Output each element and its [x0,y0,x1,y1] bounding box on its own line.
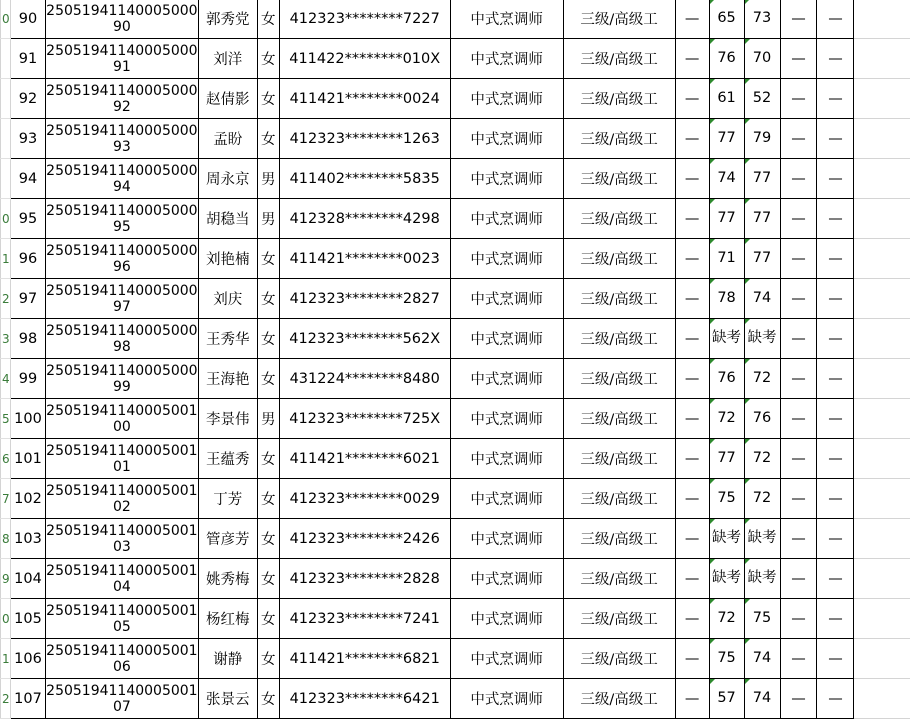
cell-name[interactable]: 谢静 [198,639,257,679]
cell-seq[interactable]: 102 [10,479,45,519]
cell-col-12[interactable]: — [780,0,817,39]
cell-sex[interactable]: 女 [257,439,279,479]
cell-col-12[interactable]: — [780,599,817,639]
cell-id-number[interactable]: 411421********6021 [279,439,450,479]
cell-col-13[interactable]: — [817,279,854,319]
cell-seq[interactable]: 106 [10,639,45,679]
cell-id-number[interactable]: 412323********2827 [279,279,450,319]
cell-sex[interactable]: 女 [257,519,279,559]
row-header[interactable]: 8 [1,519,11,559]
cell-score-practice[interactable]: 缺考 [744,519,780,559]
table-row [1,679,910,719]
cell-score-theory[interactable]: 71 [709,239,744,279]
cell-sex[interactable]: 女 [257,359,279,399]
cell-name[interactable]: 管彦芳 [198,519,257,559]
cell-col-9[interactable]: — [675,79,709,119]
table-row [1,79,910,119]
cell-seq[interactable]: 99 [10,359,45,399]
cell-col-12[interactable]: — [780,399,817,439]
cell-score-practice[interactable]: 72 [744,359,780,399]
cell-exam-number[interactable]: 2505194114000500092 [45,79,198,119]
cell-score-theory[interactable]: 缺考 [709,319,744,359]
cell-score-practice[interactable]: 79 [744,119,780,159]
cell-col-13[interactable]: — [817,239,854,279]
cell-exam-number[interactable]: 2505194114000500102 [45,479,198,519]
cell-id-number[interactable]: 412323********1263 [279,119,450,159]
cell-level[interactable]: 三级/高级工 [563,119,675,159]
cell-id-number[interactable]: 412323********7241 [279,599,450,639]
row-header[interactable]: 2 [1,679,11,719]
cell-id-number[interactable]: 431224********8480 [279,359,450,399]
cell-col-9[interactable]: — [675,399,709,439]
cell-seq[interactable]: 103 [10,519,45,559]
cell-empty[interactable] [854,359,910,399]
cell-col-13[interactable]: — [817,519,854,559]
cell-empty[interactable] [854,159,910,199]
cell-name[interactable]: 李景伟 [198,399,257,439]
cell-occupation[interactable]: 中式烹调师 [450,479,563,519]
table-row [1,399,910,439]
cell-col-9[interactable]: — [675,39,709,79]
row-header[interactable]: 0 [1,599,11,639]
row-header[interactable]: 5 [1,399,11,439]
cell-col-9[interactable]: — [675,479,709,519]
cell-occupation[interactable]: 中式烹调师 [450,559,563,599]
cell-sex[interactable]: 女 [257,679,279,719]
cell-sex[interactable]: 男 [257,399,279,439]
cell-col-9[interactable]: — [675,0,709,39]
table-row [1,639,910,679]
table-row [1,559,910,599]
row-header[interactable] [1,159,11,199]
cell-score-practice[interactable]: 74 [744,639,780,679]
table-row [1,279,910,319]
cell-exam-number[interactable]: 2505194114000500104 [45,559,198,599]
cell-score-practice[interactable]: 74 [744,679,780,719]
cell-occupation[interactable]: 中式烹调师 [450,679,563,719]
cell-empty[interactable] [854,479,910,519]
cell-occupation[interactable]: 中式烹调师 [450,359,563,399]
row-header[interactable] [1,79,11,119]
cell-seq[interactable]: 92 [10,79,45,119]
cell-col-12[interactable]: — [780,679,817,719]
cell-seq[interactable]: 95 [10,199,45,239]
cell-empty[interactable] [854,679,910,719]
cell-level[interactable]: 三级/高级工 [563,39,675,79]
cell-col-9[interactable]: — [675,639,709,679]
cell-col-12[interactable]: — [780,559,817,599]
cell-sex[interactable]: 女 [257,479,279,519]
cell-occupation[interactable]: 中式烹调师 [450,79,563,119]
cell-col-12[interactable]: — [780,239,817,279]
cell-id-number[interactable]: 412323********562X [279,319,450,359]
cell-exam-number[interactable]: 2505194114000500097 [45,279,198,319]
cell-seq[interactable]: 107 [10,679,45,719]
cell-col-12[interactable]: — [780,639,817,679]
cell-level[interactable]: 三级/高级工 [563,399,675,439]
table-row [1,479,910,519]
cell-exam-number[interactable]: 2505194114000500093 [45,119,198,159]
row-header[interactable]: 6 [1,439,11,479]
cell-col-12[interactable]: — [780,439,817,479]
cell-score-practice[interactable]: 缺考 [744,319,780,359]
row-header[interactable] [1,119,11,159]
row-header[interactable] [1,39,11,79]
cell-col-13[interactable]: — [817,639,854,679]
table-row [1,199,910,239]
cell-name[interactable]: 姚秀梅 [198,559,257,599]
cell-level[interactable]: 三级/高级工 [563,279,675,319]
cell-empty[interactable] [854,239,910,279]
table-row [1,119,910,159]
cell-id-number[interactable]: 412323********725X [279,399,450,439]
cell-empty[interactable] [854,519,910,559]
cell-score-theory[interactable]: 75 [709,479,744,519]
cell-score-practice[interactable]: 77 [744,239,780,279]
cell-sex[interactable]: 女 [257,559,279,599]
cell-exam-number[interactable]: 2505194114000500107 [45,679,198,719]
cell-score-theory[interactable]: 77 [709,439,744,479]
cell-exam-number[interactable]: 2505194114000500094 [45,159,198,199]
cell-sex[interactable]: 女 [257,239,279,279]
cell-empty[interactable] [854,0,910,39]
cell-occupation[interactable]: 中式烹调师 [450,279,563,319]
cell-level[interactable]: 三级/高级工 [563,439,675,479]
cell-score-practice[interactable]: 72 [744,479,780,519]
cell-occupation[interactable]: 中式烹调师 [450,639,563,679]
cell-name[interactable]: 王海艳 [198,359,257,399]
cell-col-9[interactable]: — [675,199,709,239]
cell-name[interactable]: 孟盼 [198,119,257,159]
cell-col-12[interactable]: — [780,279,817,319]
cell-score-practice[interactable]: 70 [744,39,780,79]
cell-empty[interactable] [854,79,910,119]
cell-name[interactable]: 刘庆 [198,279,257,319]
cell-col-12[interactable]: — [780,119,817,159]
cell-name[interactable]: 刘洋 [198,39,257,79]
cell-sex[interactable]: 男 [257,159,279,199]
cell-sex[interactable]: 男 [257,199,279,239]
cell-empty[interactable] [854,599,910,639]
cell-score-practice[interactable]: 77 [744,199,780,239]
cell-col-12[interactable]: — [780,479,817,519]
cell-col-9[interactable]: — [675,359,709,399]
cell-exam-number[interactable]: 2505194114000500105 [45,599,198,639]
cell-empty[interactable] [854,119,910,159]
cell-seq[interactable]: 94 [10,159,45,199]
cell-col-13[interactable]: — [817,119,854,159]
cell-col-13[interactable]: — [817,559,854,599]
cell-sex[interactable]: 女 [257,599,279,639]
cell-level[interactable]: 三级/高级工 [563,479,675,519]
cell-exam-number[interactable]: 2505194114000500100 [45,399,198,439]
cell-seq[interactable]: 101 [10,439,45,479]
cell-sex[interactable]: 女 [257,0,279,39]
cell-col-9[interactable]: — [675,439,709,479]
cell-name[interactable]: 杨红梅 [198,599,257,639]
cell-id-number[interactable]: 411421********0023 [279,239,450,279]
row-header[interactable]: 2 [1,279,11,319]
cell-occupation[interactable]: 中式烹调师 [450,0,563,39]
cell-empty[interactable] [854,399,910,439]
cell-id-number[interactable]: 412323********2828 [279,559,450,599]
cell-score-practice[interactable]: 52 [744,79,780,119]
cell-seq[interactable]: 97 [10,279,45,319]
cell-empty[interactable] [854,39,910,79]
cell-sex[interactable]: 女 [257,639,279,679]
cell-empty[interactable] [854,199,910,239]
cell-col-9[interactable]: — [675,239,709,279]
cell-level[interactable]: 三级/高级工 [563,679,675,719]
cell-score-theory[interactable]: 61 [709,79,744,119]
row-header[interactable]: 7 [1,479,11,519]
cell-id-number[interactable]: 411421********0024 [279,79,450,119]
cell-sex[interactable]: 女 [257,79,279,119]
cell-name[interactable]: 赵倩影 [198,79,257,119]
cell-name[interactable]: 王秀华 [198,319,257,359]
cell-name[interactable]: 刘艳楠 [198,239,257,279]
cell-exam-number[interactable]: 2505194114000500091 [45,39,198,79]
cell-name[interactable]: 王蕴秀 [198,439,257,479]
cell-name[interactable]: 胡稳当 [198,199,257,239]
cell-col-9[interactable]: — [675,119,709,159]
cell-col-9[interactable]: — [675,319,709,359]
cell-col-13[interactable]: — [817,439,854,479]
cell-empty[interactable] [854,439,910,479]
cell-col-9[interactable]: — [675,679,709,719]
row-header[interactable]: 0 [1,0,11,39]
cell-seq[interactable]: 100 [10,399,45,439]
cell-occupation[interactable]: 中式烹调师 [450,399,563,439]
cell-score-practice[interactable]: 缺考 [744,559,780,599]
cell-score-theory[interactable]: 74 [709,159,744,199]
cell-col-13[interactable]: — [817,679,854,719]
cell-score-theory[interactable]: 75 [709,639,744,679]
cell-score-practice[interactable]: 72 [744,439,780,479]
cell-col-12[interactable]: — [780,319,817,359]
cell-name[interactable]: 周永京 [198,159,257,199]
table-row [1,359,910,399]
cell-col-13[interactable]: — [817,39,854,79]
cell-score-practice[interactable]: 76 [744,399,780,439]
cell-id-number[interactable]: 412323********2426 [279,519,450,559]
cell-occupation[interactable]: 中式烹调师 [450,439,563,479]
cell-col-12[interactable]: — [780,519,817,559]
cell-occupation[interactable]: 中式烹调师 [450,199,563,239]
cell-col-12[interactable]: — [780,39,817,79]
cell-seq[interactable]: 104 [10,559,45,599]
cell-id-number[interactable]: 411422********010X [279,39,450,79]
cell-score-theory[interactable]: 76 [709,359,744,399]
table-row [1,239,910,279]
cell-col-13[interactable]: — [817,319,854,359]
cell-score-theory[interactable]: 57 [709,679,744,719]
cell-col-9[interactable]: — [675,279,709,319]
row-header[interactable]: 9 [1,559,11,599]
cell-score-theory[interactable]: 72 [709,399,744,439]
cell-col-12[interactable]: — [780,359,817,399]
cell-level[interactable]: 三级/高级工 [563,319,675,359]
cell-score-theory[interactable]: 77 [709,199,744,239]
cell-empty[interactable] [854,319,910,359]
cell-id-number[interactable]: 412323********7227 [279,0,450,39]
cell-col-13[interactable]: — [817,199,854,239]
cell-col-13[interactable]: — [817,479,854,519]
table-row [1,599,910,639]
cell-seq[interactable]: 91 [10,39,45,79]
cell-seq[interactable]: 105 [10,599,45,639]
cell-exam-number[interactable]: 2505194114000500103 [45,519,198,559]
cell-empty[interactable] [854,559,910,599]
cell-score-practice[interactable]: 74 [744,279,780,319]
table-row [1,439,910,479]
cell-id-number[interactable]: 411421********6821 [279,639,450,679]
cell-exam-number[interactable]: 2505194114000500099 [45,359,198,399]
cell-seq[interactable]: 93 [10,119,45,159]
cell-occupation[interactable]: 中式烹调师 [450,239,563,279]
cell-score-theory[interactable]: 缺考 [709,519,744,559]
cell-seq[interactable]: 90 [10,0,45,39]
cell-exam-number[interactable]: 2505194114000500106 [45,639,198,679]
row-header[interactable]: 1 [1,239,11,279]
row-header[interactable]: 3 [1,319,11,359]
cell-id-number[interactable]: 411402********5835 [279,159,450,199]
cell-col-12[interactable]: — [780,199,817,239]
cell-score-theory[interactable]: 72 [709,599,744,639]
cell-occupation[interactable]: 中式烹调师 [450,119,563,159]
cell-score-practice[interactable]: 75 [744,599,780,639]
cell-col-12[interactable]: — [780,79,817,119]
cell-score-theory[interactable]: 77 [709,119,744,159]
cell-col-13[interactable]: — [817,399,854,439]
cell-level[interactable]: 三级/高级工 [563,239,675,279]
row-header[interactable]: 1 [1,639,11,679]
cell-score-theory[interactable]: 65 [709,0,744,39]
table-row [1,319,910,359]
cell-occupation[interactable]: 中式烹调师 [450,39,563,79]
cell-occupation[interactable]: 中式烹调师 [450,519,563,559]
row-header[interactable]: 0 [1,199,11,239]
cell-sex[interactable]: 女 [257,319,279,359]
cell-level[interactable]: 三级/高级工 [563,519,675,559]
cell-sex[interactable]: 女 [257,119,279,159]
cell-score-theory[interactable]: 缺考 [709,559,744,599]
cell-occupation[interactable]: 中式烹调师 [450,159,563,199]
cell-exam-number[interactable]: 2505194114000500101 [45,439,198,479]
cell-col-9[interactable]: — [675,559,709,599]
cell-col-13[interactable]: — [817,599,854,639]
cell-seq[interactable]: 98 [10,319,45,359]
cell-occupation[interactable]: 中式烹调师 [450,599,563,639]
cell-score-practice[interactable]: 77 [744,159,780,199]
cell-level[interactable]: 三级/高级工 [563,159,675,199]
cell-level[interactable]: 三级/高级工 [563,199,675,239]
cell-level[interactable]: 三级/高级工 [563,359,675,399]
cell-sex[interactable]: 女 [257,39,279,79]
cell-col-13[interactable]: — [817,359,854,399]
cell-id-number[interactable]: 412323********0029 [279,479,450,519]
cell-name[interactable]: 郭秀党 [198,0,257,39]
cell-id-number[interactable]: 412328********4298 [279,199,450,239]
cell-level[interactable]: 三级/高级工 [563,639,675,679]
cell-score-theory[interactable]: 76 [709,39,744,79]
cell-col-9[interactable]: — [675,599,709,639]
cell-empty[interactable] [854,639,910,679]
table-row [1,159,910,199]
cell-id-number[interactable]: 412323********6421 [279,679,450,719]
cell-exam-number[interactable]: 2505194114000500090 [45,0,198,39]
row-header[interactable]: 4 [1,359,11,399]
cell-col-13[interactable]: — [817,79,854,119]
cell-level[interactable]: 三级/高级工 [563,0,675,39]
table-row [1,39,910,79]
cell-name[interactable]: 丁芳 [198,479,257,519]
cell-level[interactable]: 三级/高级工 [563,559,675,599]
cell-col-12[interactable]: — [780,159,817,199]
cell-col-9[interactable]: — [675,159,709,199]
cell-col-13[interactable]: — [817,0,854,39]
cell-score-theory[interactable]: 78 [709,279,744,319]
cell-empty[interactable] [854,279,910,319]
cell-level[interactable]: 三级/高级工 [563,79,675,119]
table-row [1,0,910,39]
cell-seq[interactable]: 96 [10,239,45,279]
cell-exam-number[interactable]: 2505194114000500098 [45,319,198,359]
cell-score-practice[interactable]: 73 [744,0,780,39]
table-row [1,519,910,559]
cell-level[interactable]: 三级/高级工 [563,599,675,639]
cell-exam-number[interactable]: 2505194114000500096 [45,239,198,279]
cell-name[interactable]: 张景云 [198,679,257,719]
cell-col-9[interactable]: — [675,519,709,559]
cell-occupation[interactable]: 中式烹调师 [450,319,563,359]
cell-sex[interactable]: 女 [257,279,279,319]
cell-col-13[interactable]: — [817,159,854,199]
cell-exam-number[interactable]: 2505194114000500095 [45,199,198,239]
